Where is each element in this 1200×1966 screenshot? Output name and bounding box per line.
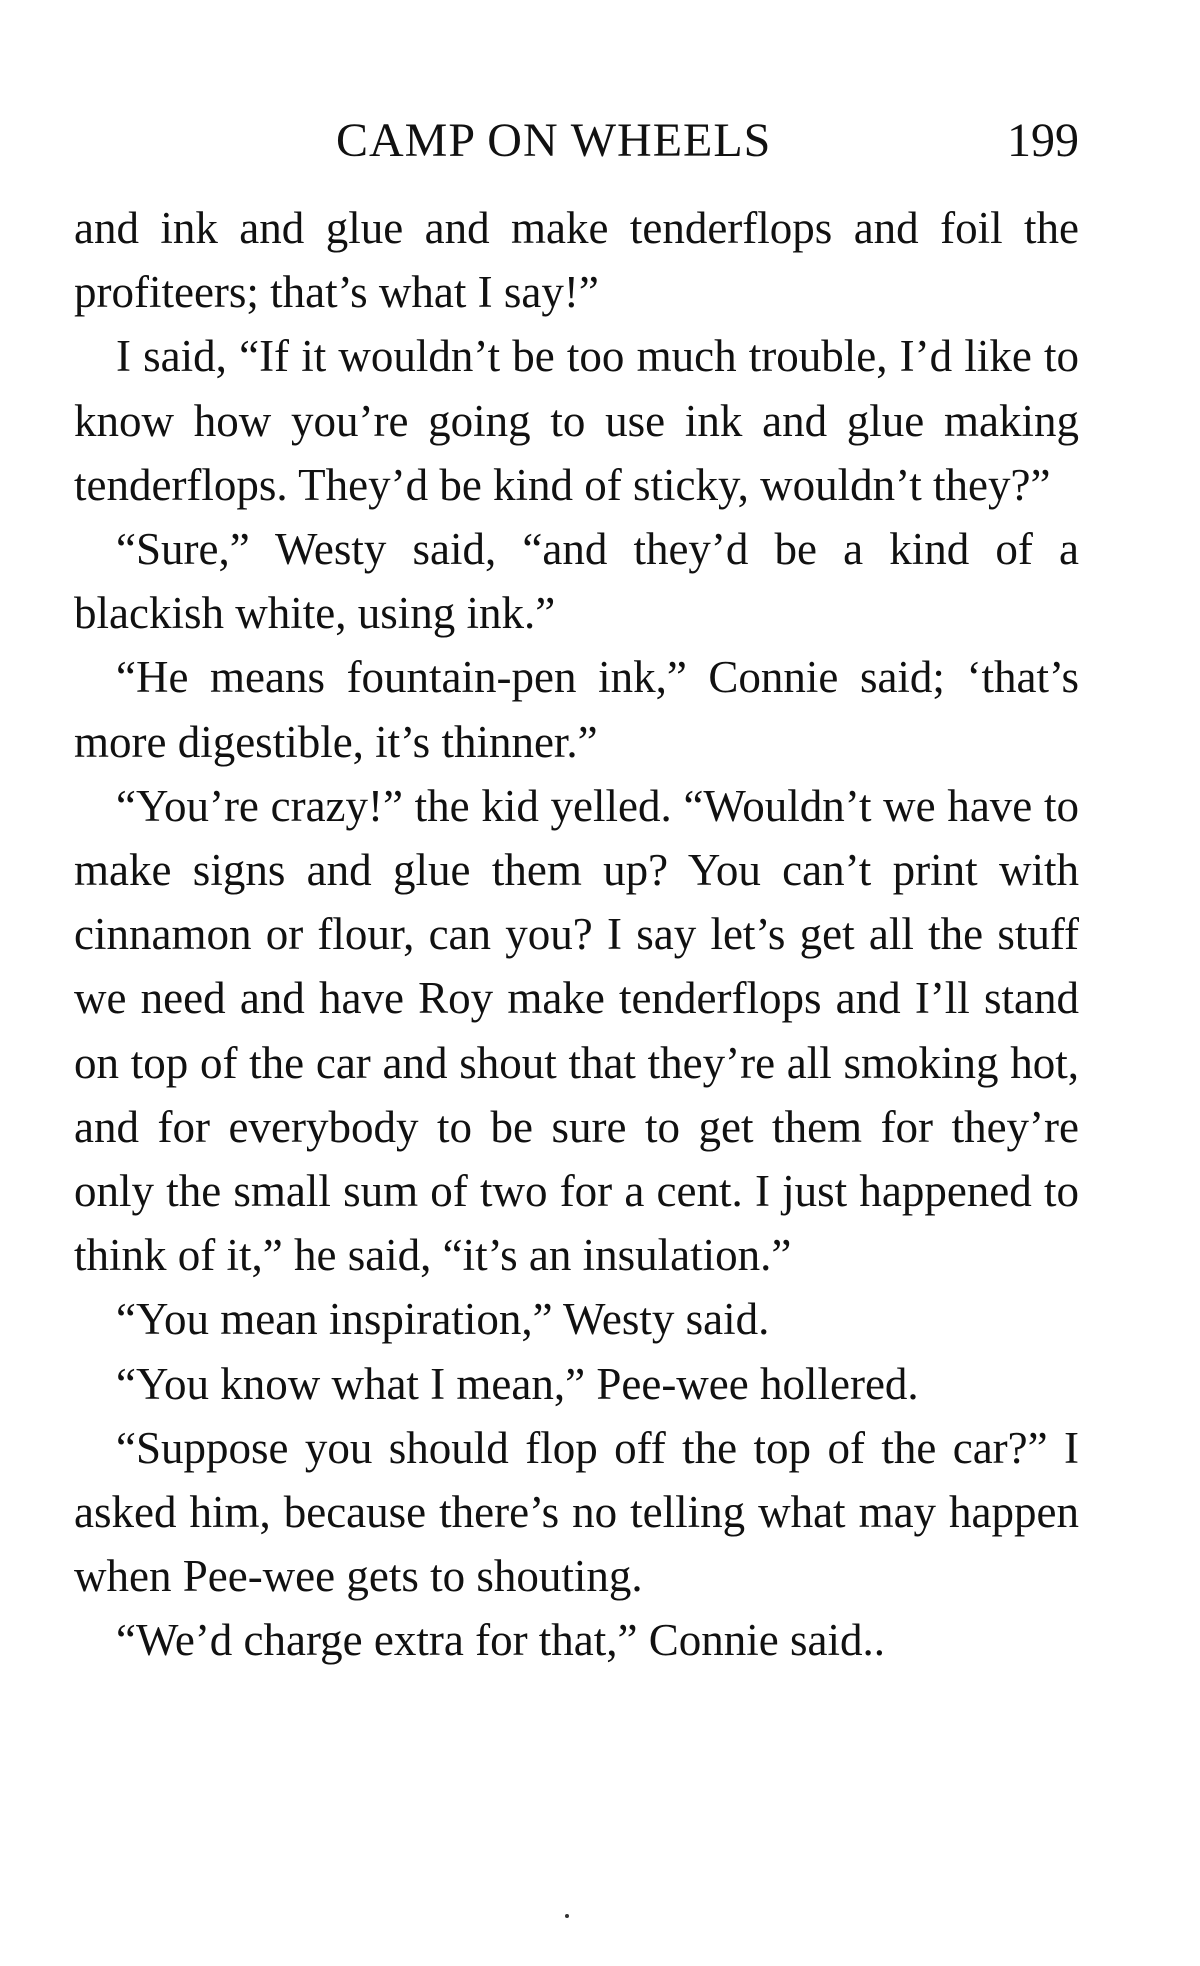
running-title: CAMP ON WHEELS [336,114,772,167]
paragraph-kid-yelled: “You’re crazy!” the kid yelled. “Wouldn’t we have to make signs and glue them up? You can’t print with cinnamon or flour, can you? I say let’s get all the stuff we need and have Roy make tenderflops and I’ll stand on top of the car and shout that they’re all smoking hot, and for everybody to be sure to get them for they’re only the small sum of two for a cent. I just happened to think of it,” he said, “it’s an insulation.” [74,780,1079,1281]
paragraph-charge-extra: “We’d charge extra for that,” Connie said.. [116,1615,885,1666]
paragraph-flop-off-car: “Suppose you should flop off the top of the car?” I asked him, because there’s no telling what may happen when Pee-wee gets to shouting. [74,1422,1079,1602]
body-text [74,196,1079,1673]
scan-speck [565,1914,569,1918]
paragraph-inspiration: “You mean inspiration,” Westy said. [116,1294,770,1345]
page-number: 199 [1007,114,1079,167]
paragraph-ink-and-glue: I said, “If it wouldn’t be too much trouble, I’d like to know how you’re going to use ink and glue making tenderflops. They’d be kind of sticky, wouldn’t they?” [74,331,1079,510]
running-head [74,106,1079,176]
paragraph-continuation: and ink and glue and make tenderflops and foil the profiteers; that’s what I say!” [74,203,1079,318]
paragraph-westy-blackish: “Sure,” Westy said, “and they’d be a kind of a blackish white, using ink.” [74,524,1079,639]
paragraph-pee-wee-hollered: “You know what I mean,” Pee-wee hollered. [116,1358,919,1409]
paragraph-fountain-pen: “He means fountain-pen ink,” Connie said; ‘that’s more digestible, it’s thinner.” [74,652,1079,767]
